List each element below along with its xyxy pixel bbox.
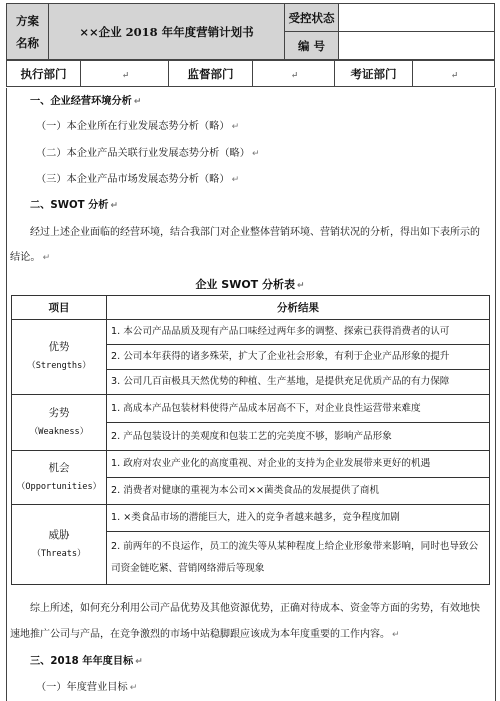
number-value [339,32,495,60]
control-status-label: 受控状态 [285,4,339,32]
section3-item-1: （一）年度营业目标 ↵ [36,682,138,693]
section1-item-3: （三）本企业产品市场发展态势分析（略） ↵ [36,174,240,185]
swot-table [11,295,490,585]
swot-item: 2. 前两年的不良运作，员工的流失等从某种程度上给企业形象带来影响，同时也导致公司资金链吃紧、营销网络滞后等现象 [107,532,490,585]
swot-item: 2. 公司本年获得的诸多殊荣，扩大了企业社会形象，有利于企业产品形象的提升 [107,345,490,370]
summary-line1: 综上所述，如何充分利用公司产品优势及其他资源优势，正确对待成本、资金等方面的劣势，有效地快 [30,603,480,614]
swot-item: 1. 高成本产品包装材料使得产品成本居高不下，对企业良性运营带来难度 [107,395,490,423]
swot-item: 2. 消费者对健康的重视为本公司××菌类食品的发展提供了商机 [107,478,490,505]
evaluation-dept-label: 考证部门 [335,61,413,87]
swot-item: 1. 政府对农业产业化的高度重视、对企业的支持为企业发展带来更好的机遇 [107,451,490,478]
execution-dept-label: 执行部门 [7,61,81,87]
swot-item: 1. 本公司产品品质及现有产品口味经过两年多的调整、探索已获得消费者的认可 [107,320,490,345]
swot-category-opportunities: 机会 （Opportunities） [12,451,107,505]
table-row [12,320,490,345]
plan-name-label: 方案 名称 [7,4,49,60]
section2-heading: 二、SWOT 分析 ↵ [30,200,119,211]
section1-heading: 一、企业经营环境分析 ↵ [30,96,142,107]
section1-item-1: （一）本企业所在行业发展态势分析（略） ↵ [36,121,240,132]
swot-category-weakness: 劣势 （Weakness） [12,395,107,451]
table-row [12,395,490,423]
section1-item-2: （二）本企业产品关联行业发展态势分析（略） ↵ [36,148,260,159]
swot-item: 3. 公司几百亩极具天然优势的种植、生产基地，是提供充足优质产品的有力保障 [107,370,490,395]
table-row [12,505,490,532]
document-title: ××企业 2018 年年度营销计划书 [49,4,285,60]
summary-line2: 速地推广公司与产品，在竞争激烈的市场中站稳脚跟应该成为本年度重要的工作内容。 ↵ [10,629,400,640]
swot-category-threats: 威胁 （Threats） [12,505,107,585]
supervision-dept-value: ↵ [253,61,335,87]
swot-item: 1. ×类食品市场的潜能巨大，进入的竞争者越来越多，竞争程度加剧 [107,505,490,532]
swot-col-result: 分析结果 [107,296,490,320]
control-status-value [339,4,495,32]
section3-heading: 三、2018 年年度目标 ↵ [30,656,143,667]
evaluation-dept-value: ↵ [413,61,495,87]
table-row [12,451,490,478]
header-table [6,3,495,60]
number-label: 编 号 [285,32,339,60]
swot-item: 2. 产品包装设计的美观度和包装工艺的完美度不够，影响产品形象 [107,423,490,451]
swot-category-strengths: 优势 （Strengths） [12,320,107,395]
section2-intro-line1: 经过上述企业面临的经营环境，结合我部门对企业整体营销环境、营销状况的分析，得出如下表所示的 [30,227,480,238]
supervision-dept-label: 监督部门 [169,61,253,87]
execution-dept-value: ↵ [81,61,169,87]
department-table [6,60,495,87]
swot-col-item: 项目 [12,296,107,320]
swot-header-row [12,296,490,320]
section2-intro-line2: 结论。 ↵ [10,252,51,263]
swot-table-title: 企业 SWOT 分析表 ↵ [195,278,305,291]
